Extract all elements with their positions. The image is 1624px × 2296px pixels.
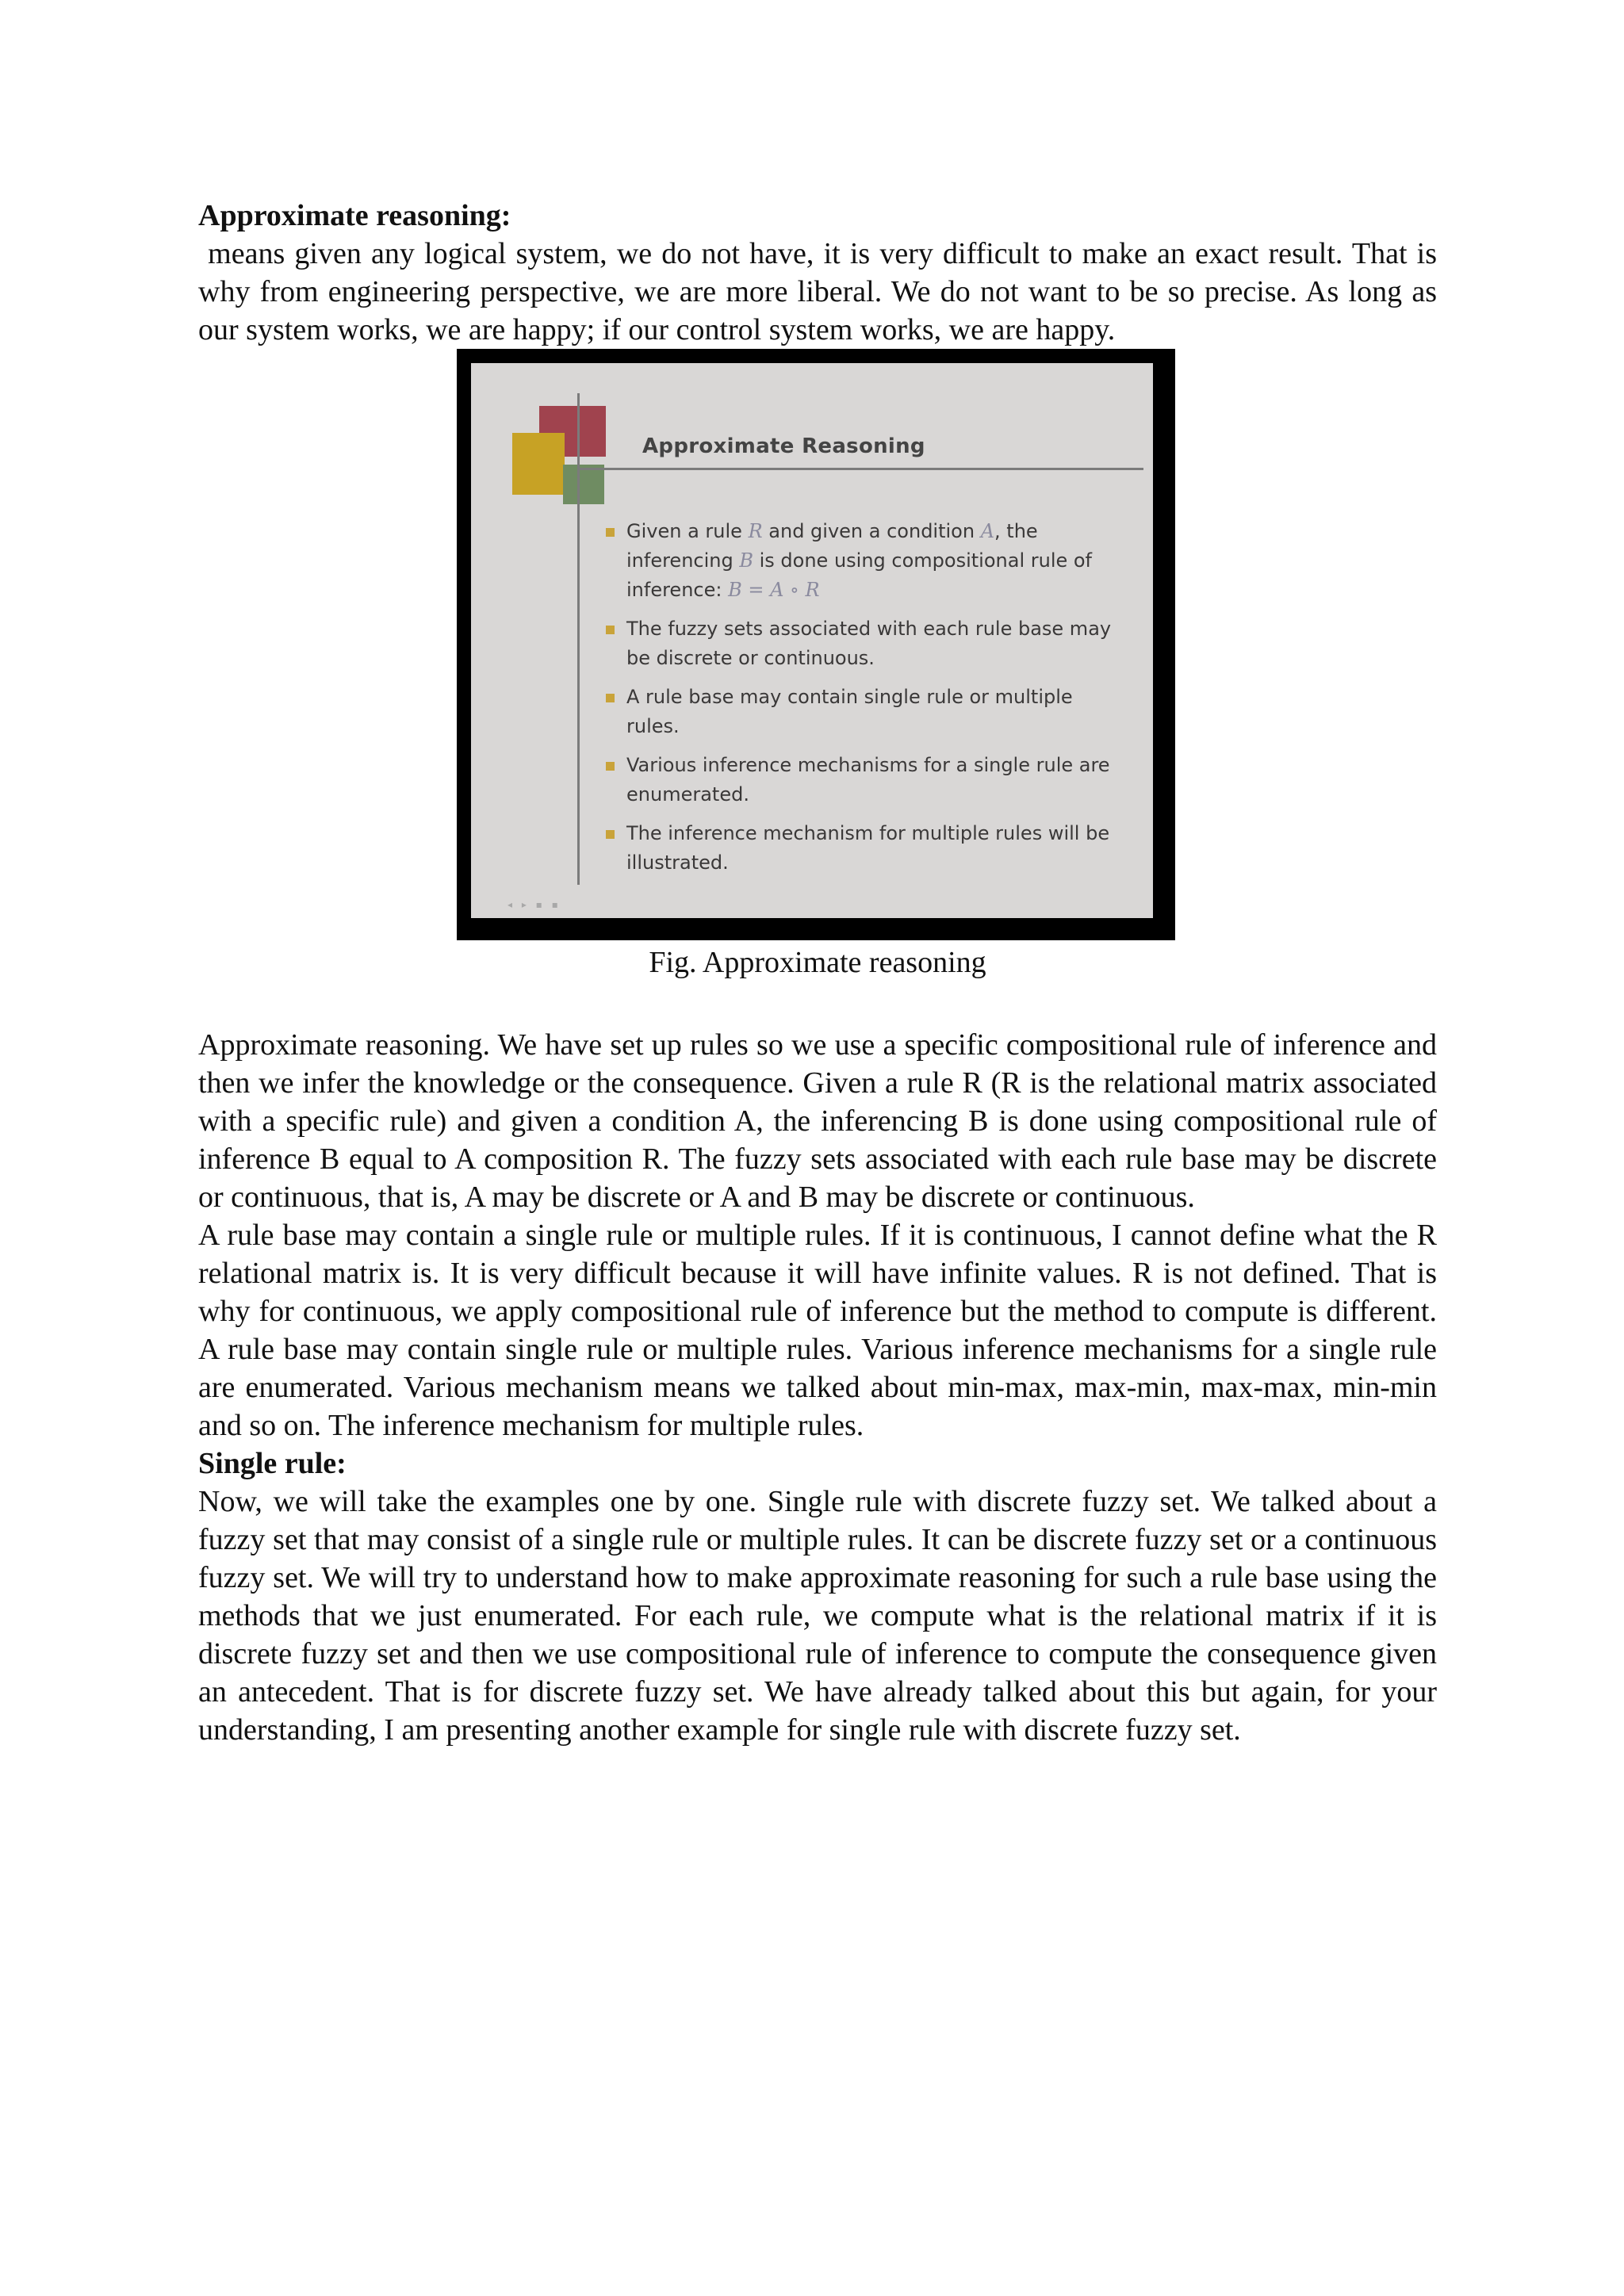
bullet-text: , the inferencing: [626, 520, 1038, 572]
slide-decor-yellow-square: [512, 433, 565, 495]
slide-bullet: Various inference mechanisms for a single rule are enumerated.: [604, 751, 1112, 809]
document-page: [198, 197, 1445, 1749]
intro-paragraph: means given any logical system, we do not have, it is very difficult to make an exact result. That is why from engineering perspective, we are more liberal. We do not want to be so precise. As long as our system works, we are happy; if our control system works, we are happy.: [198, 237, 1445, 346]
paragraph-single-rule: Now, we will take the examples one by one. Single rule with discrete fuzzy set. We talked about a fuzzy set that may consist of a single rule or multiple rules. It can be discrete fuzzy set or a continuous fuzzy set. We will try to understand how to make approximate reasoning for such a rule base using the methods that we just enumerated. For each rule, we compute what is the relational matrix if it is discrete fuzzy set and then we use compositional rule of inference to compute the consequence given an antecedent. That is for discrete fuzzy set. We have already talked about this but again, for your understanding, I am presenting another example for single rule with discrete fuzzy set.: [198, 1485, 1437, 1747]
symbol-r: R: [748, 520, 763, 542]
slide-bullet-list: [604, 517, 1112, 887]
slide-bullet: The inference mechanism for multiple rules will be illustrated.: [604, 819, 1112, 878]
slide-title: Approximate Reasoning: [642, 434, 925, 458]
figure-slide-image: [457, 349, 1175, 940]
bullet-text: is done using compositional rule of inference:: [626, 549, 1093, 601]
symbol-b: B: [739, 549, 753, 572]
slide-decor-green-square: [563, 465, 604, 504]
slide: [471, 363, 1153, 918]
symbol-a: A: [980, 520, 995, 542]
slide-vertical-rule: [577, 393, 580, 885]
slide-bullet: A rule base may contain single rule or multiple rules.: [604, 683, 1112, 741]
paragraph-approximate-reasoning: Approximate reasoning. We have set up rules so we use a specific compositional rule of inference and then we infer the knowledge or the consequence. Given a rule R (R is the relational matrix associated with a specific rule) and given a condition A, the inferencing B is done using compositional rule of inference B equal to A composition R. The fuzzy sets associated with each rule base may be discrete or continuous, that is, A may be discrete or A and B may be discrete or continuous.: [198, 1028, 1437, 1214]
figure-caption: Fig. Approximate reasoning: [649, 946, 986, 979]
slide-horizontal-rule: [577, 468, 1143, 470]
slide-nav-controls-icon: ◂ ▸ ▪ ▪: [508, 899, 561, 910]
section-heading-single-rule: Single rule:: [198, 1447, 347, 1480]
paragraph-rule-base: A rule base may contain a single rule or multiple rules. If it is continuous, I cannot define what the R relational matrix is. It is very difficult because it will have infinite values. R is not defined. That is why for continuous, we apply compositional rule of inference but the method to compute is different. A rule base may contain single rule or multiple rules. Various inference mechanisms for a single rule are enumerated. Various mechanism means we talked about min-max, max-min, max-max, min-min and so on. The inference mechanism for multiple rules.: [198, 1219, 1437, 1442]
bullet-text: Given a rule: [626, 520, 749, 542]
formula: B = A ∘ R: [728, 579, 820, 601]
slide-bullet: [604, 517, 1112, 605]
slide-bullet: The fuzzy sets associated with each rule base may be discrete or continuous.: [604, 614, 1112, 673]
section-heading-approximate-reasoning: Approximate reasoning:: [198, 199, 511, 232]
bullet-text: and given a condition: [762, 520, 981, 542]
